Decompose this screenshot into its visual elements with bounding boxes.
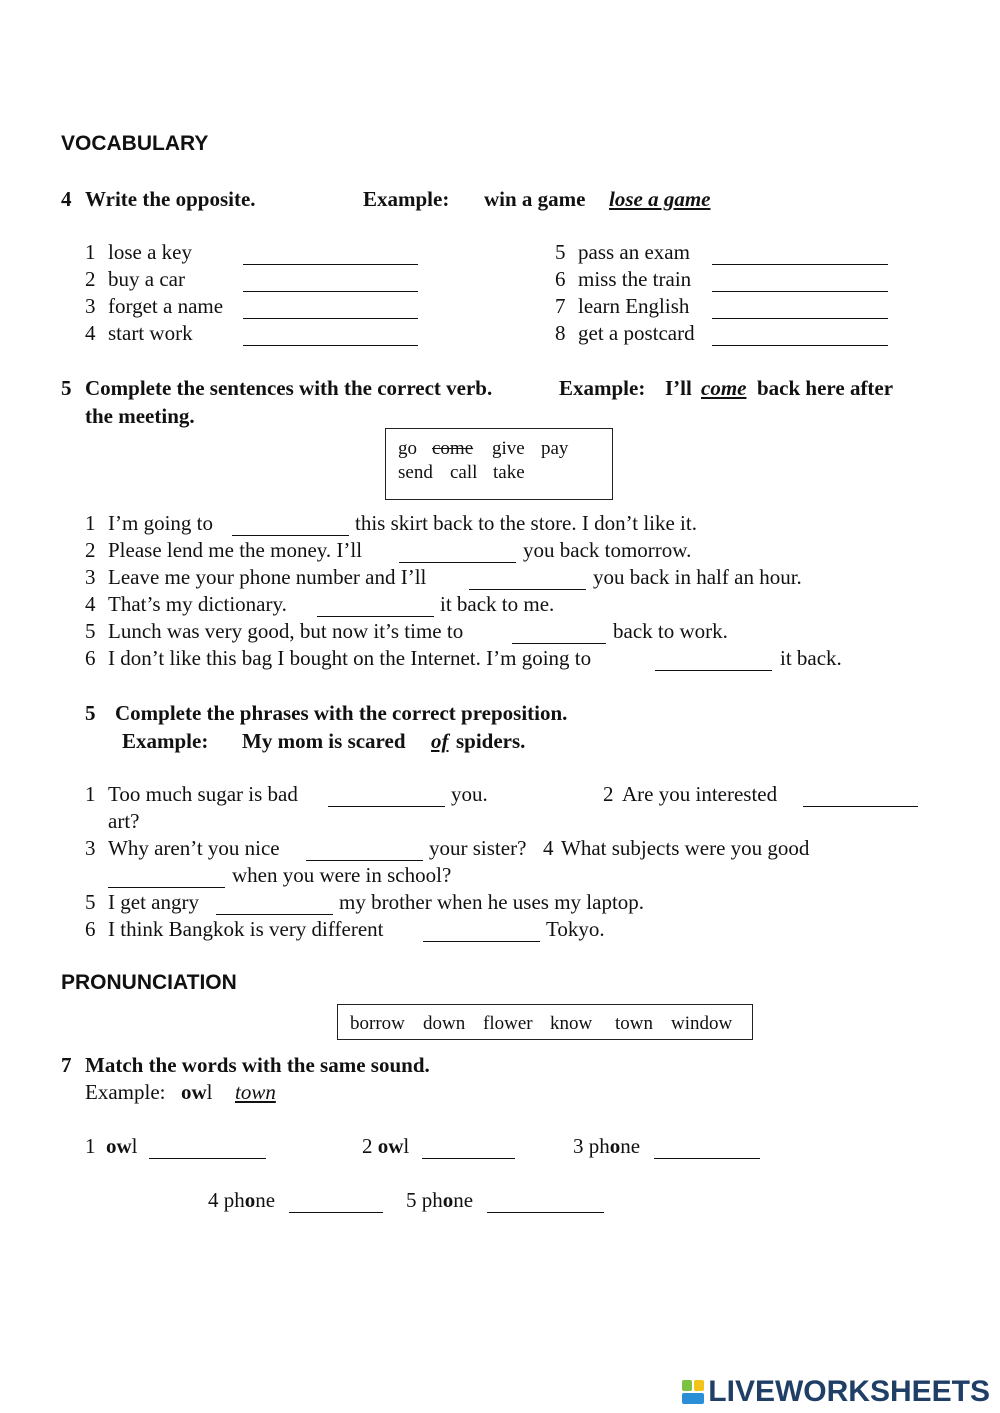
ex5-example-answer: come bbox=[701, 376, 747, 400]
ex5-sentence-number: 3 bbox=[85, 565, 96, 589]
ex7-item-bold: o bbox=[609, 1134, 621, 1158]
ex6-phrase-pre: I get angry bbox=[108, 890, 199, 914]
ex4-item-text: buy a car bbox=[108, 267, 185, 291]
ex5-sentence-pre: I’m going to bbox=[108, 511, 213, 535]
word-know: know bbox=[550, 1013, 593, 1034]
ex7-item-post: ne bbox=[620, 1134, 641, 1158]
word-flower: flower bbox=[483, 1013, 533, 1034]
ex5-sentence-post: this skirt back to the store. I don’t like it. bbox=[355, 511, 697, 535]
ex5-answer-input-6[interactable] bbox=[655, 649, 772, 671]
ex4-answer-input-3[interactable] bbox=[243, 297, 418, 319]
ex6-answer-input-5[interactable] bbox=[216, 893, 333, 915]
word-send: send bbox=[398, 462, 433, 483]
ex4-item-text: forget a name bbox=[108, 294, 224, 318]
ex4-item-text: start work bbox=[108, 321, 193, 345]
ex4-answer-input-8[interactable] bbox=[712, 324, 888, 346]
ex6-phrase-number: 5 bbox=[85, 890, 96, 914]
ex6-phrase-pre: Too much sugar is bad bbox=[108, 782, 298, 806]
ex6-phrase-cont: art? bbox=[108, 809, 140, 833]
pronunciation-heading: PRONUNCIATION bbox=[61, 971, 237, 994]
ex5-sentence-post: it back. bbox=[780, 646, 842, 670]
ex6-phrase-number: 6 bbox=[85, 917, 96, 941]
ex6-phrase-post: when you were in school? bbox=[232, 863, 452, 887]
ex7-item-post: l bbox=[403, 1134, 410, 1158]
ex7-item bbox=[406, 1190, 473, 1211]
ex6-answer-input-3[interactable] bbox=[306, 839, 423, 861]
ex7-item-bold: ow bbox=[106, 1134, 132, 1158]
liveworksheets-logo-text: LIVEWORKSHEETS bbox=[708, 1375, 990, 1408]
ex4-item-text: lose a key bbox=[108, 240, 192, 264]
ex4-item-text: learn English bbox=[578, 294, 690, 318]
ex6-phrase-number: 3 bbox=[85, 836, 96, 860]
ex4-instruction: Write the opposite. bbox=[85, 187, 256, 211]
pronunciation-word-box bbox=[337, 1004, 753, 1040]
ex7-item bbox=[573, 1136, 640, 1157]
ex5-answer-input-4[interactable] bbox=[317, 595, 434, 617]
ex5-sentence-number: 4 bbox=[85, 592, 96, 616]
ex7-example-word-rest: l bbox=[206, 1080, 213, 1104]
ex7-number: 7 bbox=[61, 1053, 72, 1077]
ex7-item bbox=[208, 1190, 275, 1211]
ex4-item-number: 2 bbox=[85, 267, 96, 291]
ex5-sentence-post: it back to me. bbox=[440, 592, 555, 616]
ex4-item-number: 4 bbox=[85, 321, 96, 345]
ex4-answer-input-6[interactable] bbox=[712, 270, 888, 292]
ex4-example-answer: lose a game bbox=[609, 187, 711, 211]
ex6-phrase-pre: What subjects were you good bbox=[561, 836, 810, 860]
ex6-example-label: Example: bbox=[122, 729, 209, 753]
ex6-example-answer: of bbox=[431, 729, 449, 753]
ex5-example-post: back here after bbox=[757, 376, 894, 400]
ex5-sentence-number: 2 bbox=[85, 538, 96, 562]
ex5-example-label: Example: bbox=[559, 376, 646, 400]
ex5-example-pre: I’ll bbox=[665, 376, 692, 400]
ex7-item-number: 5 bbox=[406, 1188, 417, 1212]
ex6-answer-input-4[interactable] bbox=[108, 866, 225, 888]
word-take: take bbox=[493, 462, 525, 483]
ex4-example-prompt: win a game bbox=[484, 187, 586, 211]
ex4-item-text: get a postcard bbox=[578, 321, 695, 345]
ex7-answer-input-4[interactable] bbox=[289, 1191, 383, 1213]
ex7-answer-input-3[interactable] bbox=[654, 1137, 760, 1159]
ex7-instruction: Match the words with the same sound. bbox=[85, 1053, 430, 1077]
word-go: go bbox=[398, 438, 417, 459]
ex4-answer-input-4[interactable] bbox=[243, 324, 418, 346]
ex6-phrase-post: my brother when he uses my laptop. bbox=[339, 890, 645, 914]
ex5-sentence-pre: Leave me your phone number and I’ll bbox=[108, 565, 427, 589]
ex7-item-pre: ph bbox=[421, 1188, 443, 1212]
ex5-instruction: Complete the sentences with the correct verb. bbox=[85, 376, 493, 400]
ex4-answer-input-1[interactable] bbox=[243, 243, 418, 265]
ex4-answer-input-5[interactable] bbox=[712, 243, 888, 265]
ex5-answer-input-1[interactable] bbox=[232, 514, 349, 536]
ex7-item-number: 4 bbox=[208, 1188, 219, 1212]
ex6-phrase-post: you. bbox=[451, 782, 488, 806]
ex6-instruction: Complete the phrases with the correct preposition. bbox=[115, 701, 568, 725]
ex7-item-number: 3 bbox=[573, 1134, 584, 1158]
ex6-phrase-pre: I think Bangkok is very different bbox=[108, 917, 384, 941]
ex5-sentence-pre: I don’t like this bag I bought on the Internet. I’m going to bbox=[108, 646, 592, 670]
ex7-item-pre: ph bbox=[223, 1188, 245, 1212]
ex7-example-word-bold: ow bbox=[181, 1080, 207, 1104]
ex4-item-number: 5 bbox=[555, 240, 566, 264]
ex7-item bbox=[85, 1136, 138, 1157]
ex5-answer-input-3[interactable] bbox=[469, 568, 586, 590]
ex7-answer-input-2[interactable] bbox=[422, 1137, 515, 1159]
ex6-phrase-pre: Why aren’t you nice bbox=[108, 836, 280, 860]
ex5-sentence-number: 6 bbox=[85, 646, 96, 670]
ex5-sentence-pre: Please lend me the money. I’ll bbox=[108, 538, 363, 562]
ex4-item-text: miss the train bbox=[578, 267, 692, 291]
ex4-item-text: pass an exam bbox=[578, 240, 690, 264]
ex6-phrase-pre: Are you interested bbox=[622, 782, 778, 806]
word-give: give bbox=[492, 438, 525, 459]
ex5-sentence-number: 1 bbox=[85, 511, 96, 535]
ex4-number: 4 bbox=[61, 187, 72, 211]
ex7-item-number: 1 bbox=[85, 1134, 96, 1158]
ex6-example-pre: My mom is scared bbox=[242, 729, 406, 753]
ex4-item-number: 7 bbox=[555, 294, 566, 318]
ex4-example-label: Example: bbox=[363, 187, 450, 211]
ex4-item-number: 3 bbox=[85, 294, 96, 318]
ex7-item-post: ne bbox=[255, 1188, 276, 1212]
ex6-answer-input-6[interactable] bbox=[423, 920, 540, 942]
ex4-item-number: 1 bbox=[85, 240, 96, 264]
liveworksheets-logo-icon bbox=[682, 1378, 704, 1406]
ex5-number: 5 bbox=[61, 376, 72, 400]
ex5-sentence-post: back to work. bbox=[613, 619, 728, 643]
ex4-item-number: 8 bbox=[555, 321, 566, 345]
ex6-phrase-post: Tokyo. bbox=[546, 917, 605, 941]
ex6-phrase-post: your sister? bbox=[429, 836, 527, 860]
ex5-sentence-number: 5 bbox=[85, 619, 96, 643]
ex7-example-answer: town bbox=[235, 1080, 276, 1104]
liveworksheets-logo bbox=[682, 1374, 990, 1410]
word-come: come bbox=[432, 438, 474, 459]
ex6-phrase-number: 4 bbox=[543, 836, 554, 860]
ex7-item-bold: o bbox=[244, 1188, 256, 1212]
word-pay: pay bbox=[541, 438, 569, 459]
ex4-answer-input-2[interactable] bbox=[243, 270, 418, 292]
word-window: window bbox=[671, 1013, 733, 1034]
word-town: town bbox=[615, 1013, 653, 1034]
ex6-example-post: spiders. bbox=[456, 729, 526, 753]
ex7-example-label: Example: bbox=[85, 1080, 166, 1104]
ex7-item-post: l bbox=[131, 1134, 138, 1158]
ex4-answer-input-7[interactable] bbox=[712, 297, 888, 319]
ex6-answer-input-2[interactable] bbox=[803, 785, 918, 807]
ex5-sentence-pre: Lunch was very good, but now it’s time to bbox=[108, 619, 464, 643]
ex7-item-post: ne bbox=[453, 1188, 474, 1212]
ex5-sentence-post: you back tomorrow. bbox=[523, 538, 692, 562]
ex5-word-box bbox=[385, 428, 613, 500]
ex5-instruction-cont: the meeting. bbox=[85, 404, 195, 428]
ex5-sentence-pre: That’s my dictionary. bbox=[108, 592, 287, 616]
word-borrow: borrow bbox=[350, 1013, 405, 1034]
ex5-answer-input-2[interactable] bbox=[399, 541, 516, 563]
ex7-item bbox=[362, 1136, 409, 1157]
ex5-answer-input-5[interactable] bbox=[512, 622, 606, 644]
ex7-example-word bbox=[181, 1082, 213, 1103]
ex6-answer-input-1[interactable] bbox=[328, 785, 445, 807]
ex6-phrase-number: 1 bbox=[85, 782, 96, 806]
vocabulary-heading: VOCABULARY bbox=[61, 132, 209, 155]
ex4-item-number: 6 bbox=[555, 267, 566, 291]
ex7-item-number: 2 bbox=[362, 1134, 373, 1158]
word-down: down bbox=[423, 1013, 466, 1034]
ex6-number: 5 bbox=[85, 701, 96, 725]
ex7-item-bold: o bbox=[442, 1188, 454, 1212]
ex7-item-pre: ph bbox=[588, 1134, 610, 1158]
ex7-answer-input-1[interactable] bbox=[149, 1137, 266, 1159]
ex7-answer-input-5[interactable] bbox=[487, 1191, 604, 1213]
ex6-phrase-number: 2 bbox=[603, 782, 614, 806]
word-call: call bbox=[450, 462, 478, 483]
ex7-item-bold: ow bbox=[377, 1134, 404, 1158]
ex5-sentence-post: you back in half an hour. bbox=[593, 565, 802, 589]
